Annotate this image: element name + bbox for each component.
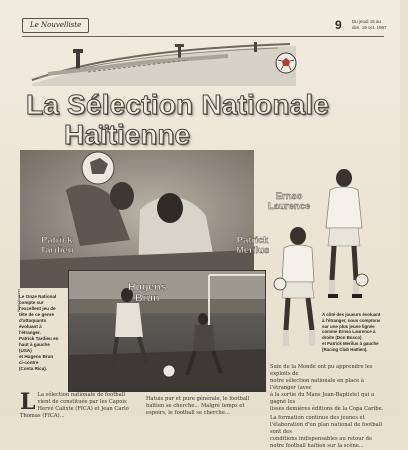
player-last-name: Tardieu	[40, 245, 74, 256]
article-line: football se cherche...	[174, 410, 230, 416]
page-number: 9	[335, 18, 342, 32]
player-figure-merilus	[272, 226, 324, 354]
headline-line-1: La Sélection Nationale	[26, 89, 330, 120]
name-label-laurence	[268, 192, 310, 212]
caption-line: et Patrick Merilus à gauche	[322, 340, 379, 346]
caption-line: comme Ernso Laurence à	[322, 329, 376, 335]
caption-line: évoluant à	[19, 324, 42, 329]
issue-date-line-2: dim. 19 oct. 1997	[352, 25, 387, 30]
name-label-brun	[128, 282, 167, 304]
caption-line: Le Onze National	[19, 294, 57, 299]
headline-line-2: Haïtienne	[64, 119, 191, 150]
article-line: notre football haïtien sur la scène...	[270, 443, 364, 449]
article-line: conditions indispensables au retour de	[270, 436, 373, 442]
player-first-name: Hugens	[128, 281, 167, 293]
article-line: haïtien se cherche... Malgré temps et espoirs, le	[146, 403, 245, 416]
name-label-tardieu	[40, 236, 74, 256]
caption-left	[19, 294, 65, 372]
caption-line: Patrick Tardieu en	[19, 336, 59, 341]
article-line: l'élaboration d'un plan national de football sont des	[270, 422, 382, 435]
photo-match-action	[68, 270, 266, 392]
article-line: constituée par les Capois Hervé Calixte (FICA) et	[37, 399, 127, 412]
caption-line: haut à gauche	[19, 342, 50, 347]
article-line: Hatuis pur et pure générale, le football	[146, 396, 250, 402]
player-first-name: Patrick	[40, 235, 73, 246]
player-figure-laurence	[318, 168, 370, 304]
headline	[26, 90, 386, 150]
article-line: lisses demières éditions de la Copa Caribe.	[270, 406, 384, 412]
caption-line: d'attaquants	[19, 318, 47, 323]
masthead	[22, 18, 387, 37]
article-line: La formation continue des jeunes et	[270, 415, 365, 421]
caption-line: droite (Don Bosco)	[322, 335, 362, 341]
caption-line: et Hugens Brun	[19, 354, 54, 359]
player-last-name: Laurence	[268, 201, 311, 212]
caption-line: sur une plus jeune lignée	[322, 323, 375, 329]
soccer-ball-icon	[275, 52, 297, 74]
caption-line: l'excellent jeu de	[19, 306, 56, 311]
stadium-banner-illustration	[28, 40, 298, 86]
caption-line: à l'étranger, nous comptons	[322, 317, 381, 323]
caption-line: l'étranger.	[19, 330, 41, 335]
photo-header-action	[20, 150, 254, 288]
article-line: Suie de la Monde ont pu apprendre les exploits de	[270, 364, 373, 377]
article-line: à la sortie du Mans Jean-Baptiste) qui a gagné les	[270, 392, 375, 405]
article-column-3	[270, 364, 388, 450]
caption-line: ci-contre	[19, 360, 39, 365]
caption-line: (Costa Rica).	[19, 366, 48, 371]
caption-right	[322, 312, 388, 353]
newspaper-name: Le Nouvelliste	[22, 18, 89, 33]
issue-date-line-1: Du jeudi 16 au	[352, 19, 382, 24]
name-label-merilus	[236, 236, 269, 256]
drop-cap: L	[20, 389, 36, 415]
player-first-name: Patrick	[236, 235, 269, 246]
player-first-name: Ernso	[275, 191, 303, 202]
player-last-name: Merilus	[236, 245, 270, 256]
article-line: notre sélection nationale en place à l'étranger (avec	[270, 378, 364, 391]
article-column-2	[146, 396, 266, 417]
caption-line: tête de ce genre	[19, 312, 54, 317]
issue-dates	[352, 19, 408, 31]
article-line: La sélection nationale de football vient de	[37, 392, 126, 405]
player-last-name: Brun	[135, 292, 160, 304]
caption-line: A côté des joueurs évoluant	[322, 312, 381, 317]
article-line: Jean Carlo Thomas (FICA)...	[20, 406, 129, 419]
caption-line: (USA)	[19, 348, 32, 353]
caption-line: compte sur	[19, 300, 44, 305]
article-column-1	[20, 389, 138, 420]
caption-line: (Racing Club Haïtien).	[322, 346, 368, 352]
photo-credit: Photo Archives	[17, 288, 21, 312]
